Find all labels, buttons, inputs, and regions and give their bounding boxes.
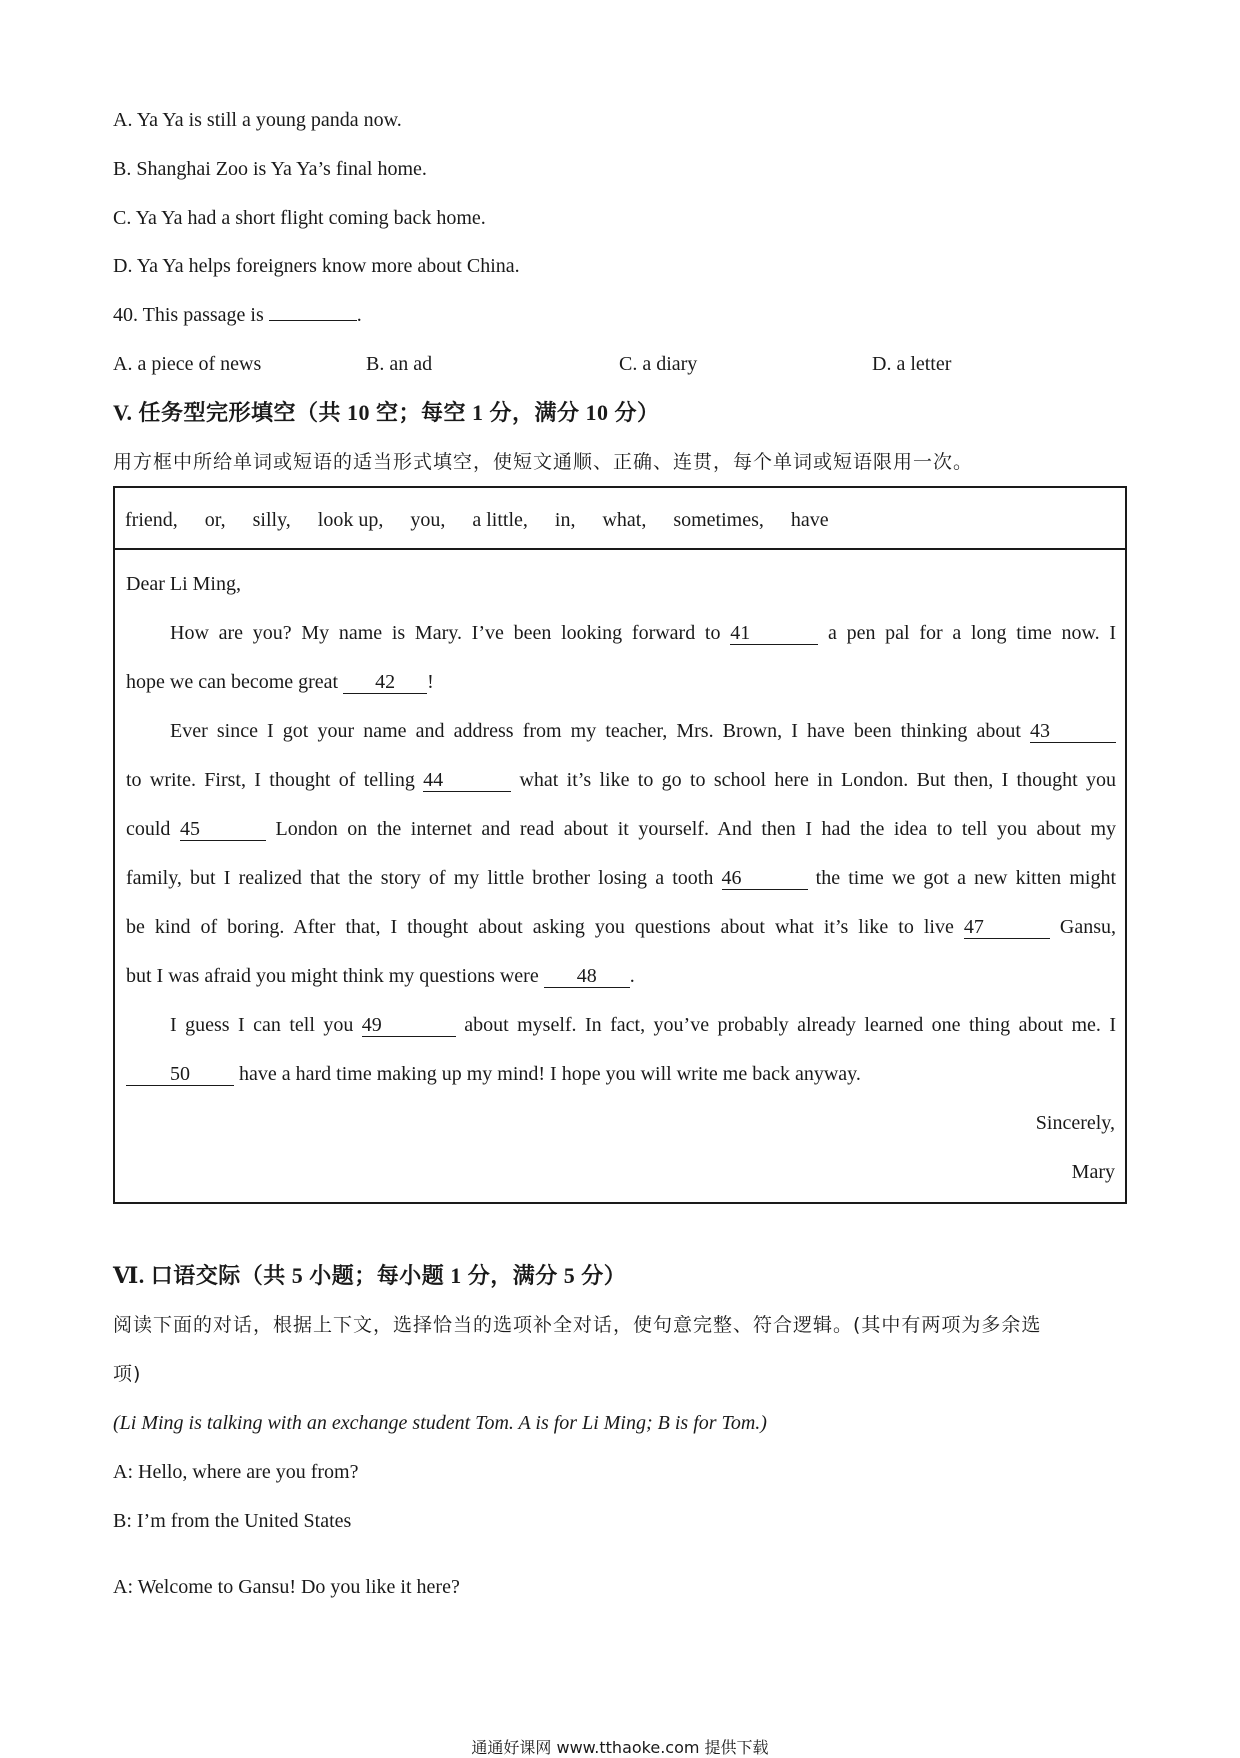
q40-blank — [269, 320, 357, 321]
word-item: silly, — [252, 509, 291, 531]
letter-text: have a hard time making up my mind! I hope you will write me back anyway. — [239, 1063, 861, 1085]
word-item: friend, — [125, 509, 178, 531]
letter-line — [126, 865, 1116, 891]
word-item: look up, — [317, 509, 384, 531]
letter-text: a pen pal for a long time now. I — [827, 622, 1117, 644]
word-item: you, — [410, 509, 446, 531]
blank-41: 41 — [730, 622, 818, 645]
dialogue-line: A: Welcome to Gansu! Do you like it here? — [113, 1576, 460, 1598]
section5-heading: V. 任务型完形填空（共 10 空；每空 1 分，满分 10 分） — [113, 400, 660, 425]
q39-option-c: C. Ya Ya had a short flight coming back home. — [113, 207, 486, 229]
letter-line — [170, 620, 1116, 646]
letter-line — [126, 816, 1116, 842]
letter-line — [126, 1061, 861, 1087]
letter-text: to write. First, I thought of telling — [126, 769, 415, 791]
letter-text: family, but I realized that the story of my little brother losing a tooth — [126, 867, 714, 889]
letter-text: . — [629, 965, 635, 987]
dialogue-line: A: Hello, where are you from? — [113, 1461, 359, 1483]
blank-49: 49 — [362, 1014, 456, 1037]
word-item: a little, — [472, 509, 528, 531]
word-list — [125, 507, 851, 533]
letter-line — [170, 718, 1116, 744]
blank-44: 44 — [423, 769, 511, 792]
blank-48: 48 — [544, 965, 630, 988]
letter-signature: Mary — [1071, 1161, 1115, 1183]
q39-option-a: A. Ya Ya is still a young panda now. — [113, 109, 402, 131]
word-item: or, — [204, 509, 226, 531]
letter-text: I guess I can tell you — [170, 1014, 354, 1036]
letter-closing: Sincerely, — [1035, 1112, 1115, 1134]
letter-greeting: Dear Li Ming, — [126, 573, 241, 595]
blank-50: 50 — [126, 1063, 234, 1086]
section6-instruction: 阅读下面的对话，根据上下文，选择恰当的选项补全对话，使句意完整、符合逻辑。(其中有两项为多余选 — [113, 1314, 1042, 1336]
letter-line — [126, 767, 1116, 793]
page-footer: 通通好课网 www.tthaoke.com 提供下载 — [471, 1738, 769, 1757]
q40-option-d: D. a letter — [872, 353, 952, 375]
letter-text: Ever since I got your name and address from my teacher, Mrs. Brown, I have been thinking about — [170, 720, 1021, 742]
letter-text: How are you? My name is Mary. I’ve been looking forward to — [170, 622, 721, 644]
letter-line — [126, 914, 1116, 940]
letter-line — [126, 963, 635, 989]
dialogue-line: B: I’m from the United States — [113, 1510, 352, 1532]
section6-instruction-cont: 项) — [113, 1363, 142, 1385]
blank-47: 47 — [964, 916, 1050, 939]
letter-text: London on the internet and read about it yourself. And then I had the idea to tell you about my — [275, 818, 1117, 840]
letter-line — [170, 1012, 1116, 1038]
word-item: what, — [602, 509, 647, 531]
letter-text: but I was afraid you might think my questions were — [126, 965, 539, 987]
blank-45: 45 — [180, 818, 266, 841]
section5-instruction: 用方框中所给单词或短语的适当形式填空，使短文通顺、正确、连贯，每个单词或短语限用一次。 — [113, 451, 974, 473]
q40-stem — [113, 302, 362, 328]
q40-stem-text: 40. This passage is — [113, 304, 269, 326]
letter-text: what it’s like to go to school here in London. But then, I thought you — [519, 769, 1116, 791]
letter-text: the time we got a new kitten might — [815, 867, 1116, 889]
q40-option-a: A. a piece of news — [113, 353, 262, 375]
letter-text: ! — [427, 671, 434, 693]
q40-option-c: C. a diary — [619, 353, 698, 375]
letter-text: could — [126, 818, 171, 840]
dialogue-context: (Li Ming is talking with an exchange student Tom. A is for Li Ming; B is for Tom.) — [113, 1412, 767, 1434]
word-item: sometimes, — [673, 509, 764, 531]
word-item: in, — [554, 509, 576, 531]
letter-text: Gansu, — [1059, 916, 1116, 938]
q40-option-b: B. an ad — [366, 353, 433, 375]
letter-text: hope we can become great — [126, 671, 339, 693]
q39-option-b: B. Shanghai Zoo is Ya Ya’s final home. — [113, 158, 427, 180]
blank-43: 43 — [1030, 720, 1116, 743]
q40-stem-end: . — [356, 304, 362, 326]
section6-heading: Ⅵ. 口语交际（共 5 小题；每小题 1 分，满分 5 分） — [113, 1263, 627, 1288]
blank-42: 42 — [343, 671, 427, 694]
blank-46: 46 — [722, 867, 808, 890]
letter-text: be kind of boring. After that, I thought about asking you questions about what it’s like to live — [126, 916, 954, 938]
letter-line — [126, 669, 434, 695]
word-item: have — [790, 509, 829, 531]
q39-option-d: D. Ya Ya helps foreigners know more about China. — [113, 255, 520, 277]
letter-text: about myself. In fact, you’ve probably already learned one thing about me. I — [464, 1014, 1116, 1036]
